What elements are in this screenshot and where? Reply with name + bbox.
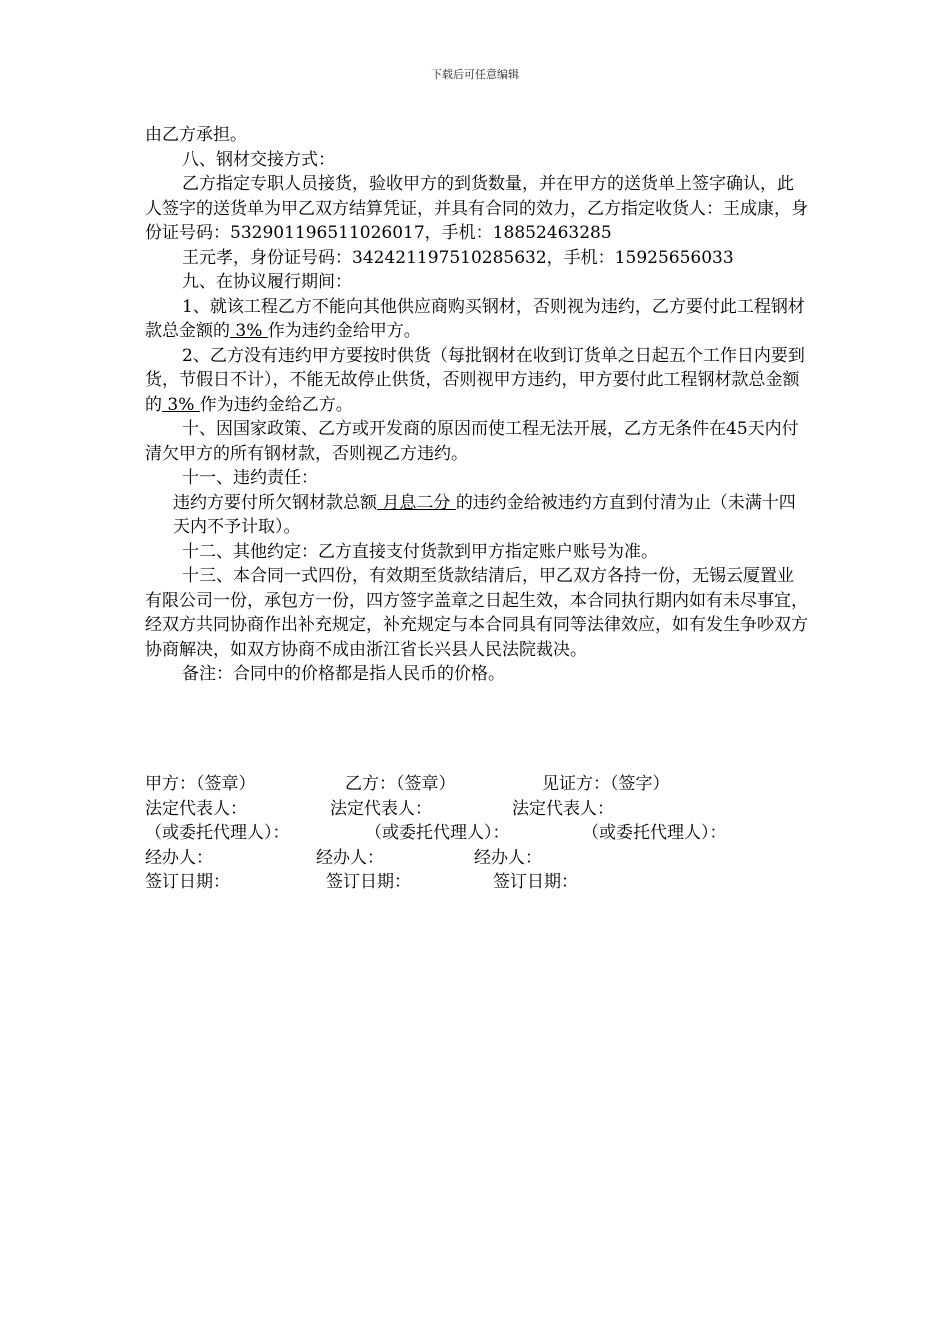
section-11-text <box>145 491 809 540</box>
signature-row-agent <box>145 821 809 846</box>
party-b-handler: 经办人： <box>316 847 384 868</box>
second-receiver: 王元孝，身份证号码：342421197510285632，手机：15925656033 <box>182 247 734 268</box>
remark: 备注：合同中的价格都是指人民币的价格。 <box>182 664 505 684</box>
witness-label: 见证方：（签字） <box>542 774 670 794</box>
section-9-item-1 <box>145 295 809 344</box>
item-1-text: 1、就该工程乙方不能向其他供应商购买钢材，否则视为违约，乙方要付此工程钢材款总金额的 <box>145 296 805 341</box>
contract-body <box>145 123 809 687</box>
witness-legal-rep: 法定代表人： <box>512 798 614 819</box>
signature-row-date <box>145 870 809 895</box>
witness-handler: 经办人： <box>474 847 542 868</box>
section-13: 十三、本合同一式四份，有效期至货款结清后，甲乙双方各持一份，无锡云厦置业有限公司一份，承包方一份，四方签字盖章之日起生效，本合同执行期内如有未尽事宜，经双方共同协商作出补充规定，补充规定与本合同具有同等法律效应，如有发生争吵双方协商解决，如双方协商不成由浙江省长兴县人民法院裁决。 <box>145 566 808 660</box>
party-a-handler: 经办人： <box>145 847 213 868</box>
item-2-rate: 3% <box>162 394 200 415</box>
party-b-label: 乙方：（签章） <box>345 774 456 794</box>
party-b-date: 签订日期： <box>326 872 411 892</box>
section-9-heading: 九、在协议履行期间： <box>182 272 352 292</box>
penalty-rate: 月息二分 <box>377 492 456 513</box>
witness-agent: （或委托代理人）： <box>582 823 727 843</box>
party-a-label: 甲方：（签章） <box>145 774 256 794</box>
item-2-text-end: 作为违约金给乙方。 <box>199 394 353 415</box>
section-8-text: 乙方指定专职人员接货，验收甲方的到货数量，并在甲方的送货单上签字确认，此人签字的送货单为甲乙双方结算凭证，并具有合同的效力，乙方指定收货人：王成康，身份证号码：532901196511026017，手机：18852463285 <box>145 174 808 243</box>
party-a-date: 签订日期： <box>145 872 230 892</box>
party-a-legal-rep: 法定代表人： <box>145 798 247 819</box>
section-10: 十、因国家政策、乙方或开发商的原因而使工程无法开展，乙方无条件在45天内付清欠甲方的所有钢材款，否则视乙方违约。 <box>145 419 799 464</box>
page-header: 下载后可任意编辑 <box>431 68 519 81</box>
penalty-text: 违约方要付所欠钢材款总额 <box>173 492 377 513</box>
section-8-heading: 八、钢材交接方式： <box>182 149 335 170</box>
section-11-heading: 十一、违约责任： <box>182 468 318 488</box>
signature-row-handler <box>145 846 809 871</box>
signature-block <box>145 772 809 895</box>
item-2-text: 2、乙方没有违约甲方要按时供货（每批钢材在收到订货单之日起五个工作日内要到货，节假日不计），不能无故停止供货，否则视甲方违约，甲方要付此工程钢材款总金额的 <box>145 345 805 415</box>
section-9-item-2 <box>145 344 809 418</box>
party-a-agent: （或委托代理人）： <box>145 823 290 843</box>
item-1-text-end: 作为违约金给甲方。 <box>267 321 421 341</box>
signature-row-legal-rep <box>145 797 809 822</box>
witness-date: 签订日期： <box>493 872 578 892</box>
penalty-text-end: 的违约金给被违约方直到付清为止（未满十四天内不予计取）。 <box>173 492 796 537</box>
signature-row-parties <box>145 772 809 797</box>
item-1-rate: 3% <box>230 321 268 341</box>
party-b-agent: （或委托代理人）： <box>365 823 510 843</box>
party-b-legal-rep: 法定代表人： <box>330 798 432 819</box>
section-12: 十二、其他约定：乙方直接支付货款到甲方指定账户账号为准。 <box>182 541 658 562</box>
paragraph-continuation: 由乙方承担。 <box>145 125 247 145</box>
